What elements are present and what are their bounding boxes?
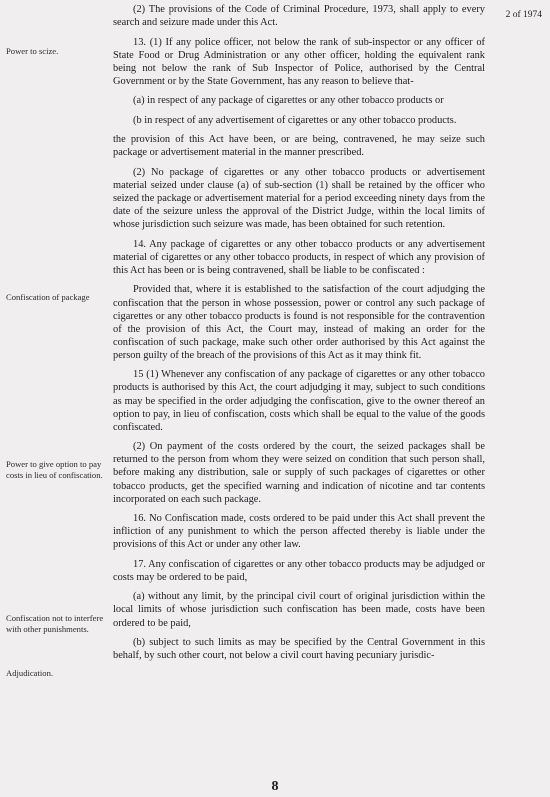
paragraph-12-2: (2) The provisions of the Code of Criminal Procedure, 1973, shall apply to every search and seizure made under this Act. bbox=[113, 4, 485, 29]
paragraph-15-2: (2) On payment of the costs ordered by the court, the seized packages shall be returned to the person from whom they were seized on condition that such person shall, before making any distribution, sale or supply of such packages of cigarettes or other tobacco products, get the specified warning and indication of nicotine and tar contents incorporated on each such package. bbox=[113, 441, 485, 505]
margin-note-power-to-seize: Power to scize. bbox=[6, 46, 59, 56]
act-reference: 2 of 1974 bbox=[505, 10, 542, 20]
paragraph-13-1: 13. (1) If any police officer, not below the rank of sub-inspector or any officer of State Food or Drug Administration or any other officer, holding the equivalent rank being not below the rank of Sub Inspector of Police, authorised by the Central Government or by the State Government, has any reason to believe that- bbox=[113, 36, 485, 87]
paragraph-13-tail: the provision of this Act have been, or are being, contravened, he may seize such package or advertisement material in the manner prescribed. bbox=[113, 134, 485, 159]
margin-note-other-punishments: Confiscation not to interfere with other punishments. bbox=[6, 613, 104, 634]
paragraph-15-1: 15 (1) Whenever any confiscation of any package of cigarettes or any other tobacco products is authorised by this Act, the court adjudging it may, subject to such conditions as may be specified in the order adjudging the confiscation, give to the owner thereof an option to pay, in lieu of confiscation, costs which shall be equal to the value of the goods confiscated. bbox=[113, 369, 485, 433]
clause-13-b: (b in respect of any advertisement of cigarettes or any other tobacco products. bbox=[133, 114, 457, 126]
paragraph-17: 17. Any confiscation of cigarettes or any other tobacco products may be adjudged or costs may be ordered to be paid, bbox=[113, 558, 485, 583]
margin-note-adjudication: Adjudication. bbox=[6, 668, 54, 678]
margin-note-confiscation-of-package: Confiscation of package bbox=[6, 292, 90, 302]
paragraph-14: 14. Any package of cigarettes or any other tobacco products or any advertisement material of cigarettes or any other tobacco products, in respect of which any provision of this Act has been or is being contravened, shall be liable to be confiscated : bbox=[113, 238, 485, 276]
margin-note-option-to-pay-costs: Power to give option to pay costs in lieu of confiscation. bbox=[6, 459, 103, 480]
paragraph-16: 16. No Confiscation made, costs ordered to be paid under this Act shall prevent the infliction of any punishment to which the person affected thereby is liable under the provisions of this Act or under any other law. bbox=[113, 513, 485, 551]
proviso-14: Provided that, where it is established to the satisfaction of the court adjudging the confiscation that the person in whose possession, power or control any such package of cigarettes or any other tobacco products is found is not responsible for the contravention of the provision of this Act, the Court may, instead of making an order for the confiscation of such package, make such other order authorised by this Act against the person guilty of the breach of the provisions of this Act as it may think fit. bbox=[113, 284, 485, 361]
clause-17-a: (a) without any limit, by the principal civil court of original jurisdiction within the local limits of whose jurisdiction such confiscation has been made, costs have been ordered to be paid, bbox=[113, 591, 485, 629]
body-text bbox=[113, 3, 485, 669]
clause-13-a: (a) in respect of any package of cigarettes or any other tobacco products or bbox=[133, 95, 444, 107]
page-number: 8 bbox=[271, 779, 279, 794]
paragraph-13-2: (2) No package of cigarettes or any other tobacco products or advertisement material seized under clause (a) of sub-section (1) shall be retained by the officer who seized the package or advertisement material for a period exceeding ninety days from the date of the seizure unless the approval of the District Judge, within the local limits of whose jurisdiction such seizure was made, has been obtained for such retention. bbox=[113, 166, 485, 231]
clause-17-b: (b) subject to such limits as may be specified by the Central Government in this behalf, by such other court, not below a civil court having pecuniary jurisdic- bbox=[113, 637, 485, 662]
